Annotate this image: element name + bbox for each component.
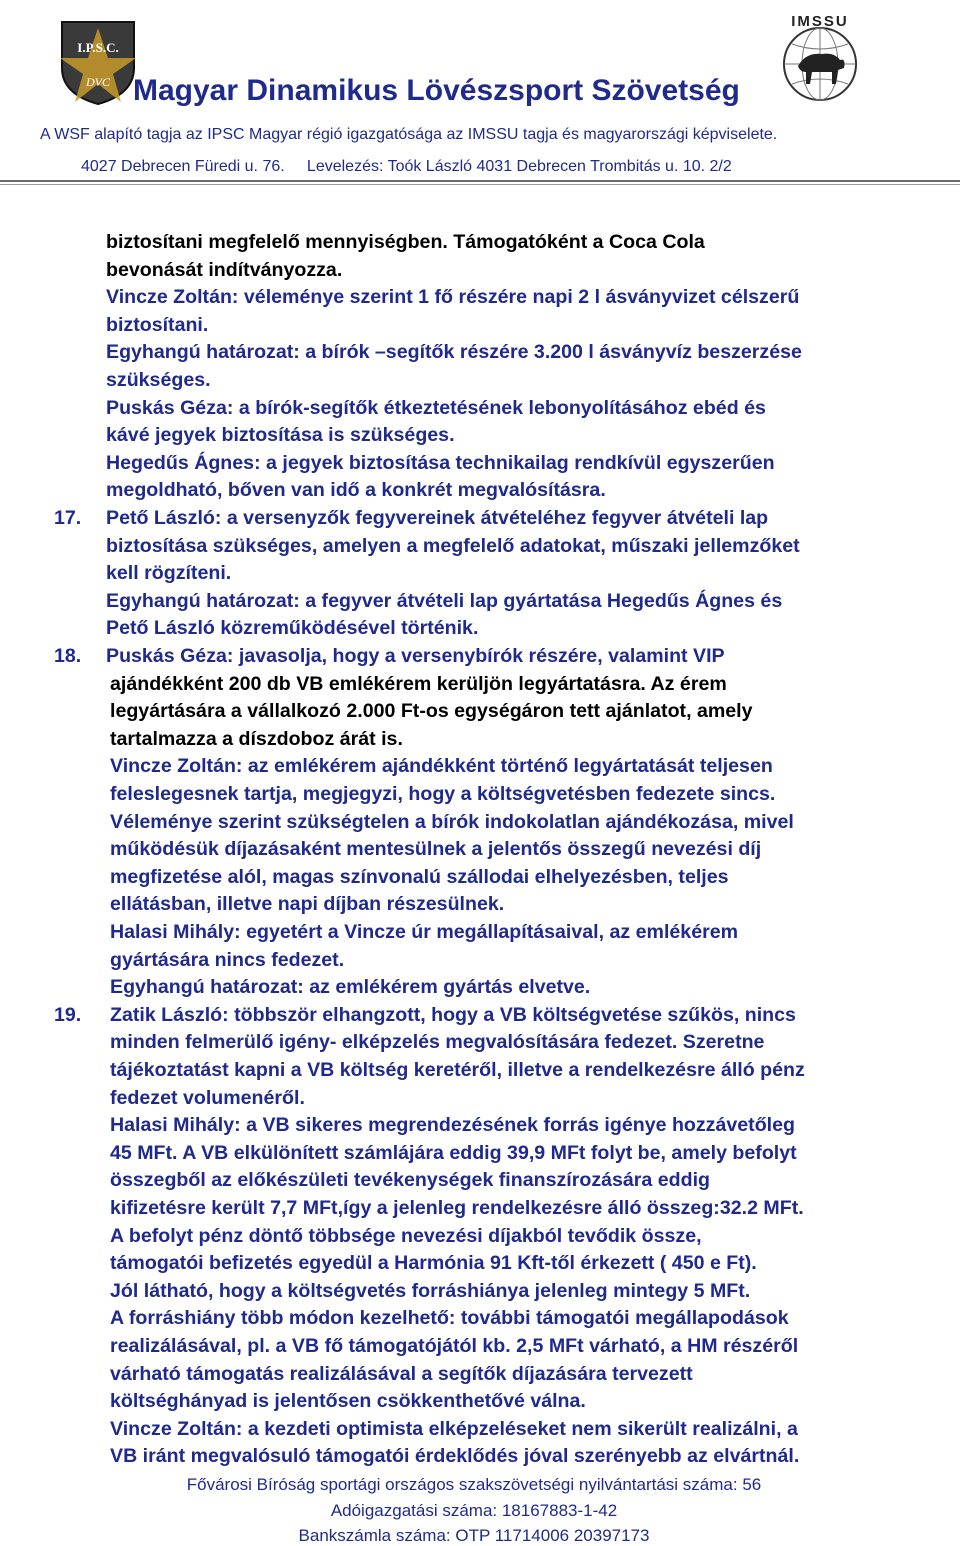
text-line: legyártására a vállalkozó 2.000 Ft-os egységáron tett ajánlatot, amely	[110, 700, 753, 722]
ipsc-logo-sub: DVC	[86, 75, 110, 89]
text-line: Zatik László: többször elhangzott, hogy a VB költségvetése szűkös, nincs	[110, 1004, 796, 1026]
text-line: biztosítani.	[106, 314, 209, 336]
text-line: szükséges.	[106, 369, 211, 391]
item-number: 19.	[54, 1004, 82, 1026]
header-divider-thin	[0, 184, 960, 185]
text-line: minden felmerülő igény- elképzelés megvalósítására fedezet. Szeretne	[110, 1031, 765, 1053]
text-line: Egyhangú határozat: a bírók –segítők részére 3.200 l ásványvíz beszerzése	[106, 341, 802, 363]
text-line: Halasi Mihály: egyetért a Vincze úr megállapításaival, az emlékérem	[110, 921, 739, 943]
text-line: bevonását indítványozza.	[106, 259, 343, 281]
item-number: 17.	[54, 507, 82, 529]
text-line: tartalmazza a díszdoboz árát is.	[110, 728, 403, 750]
imssu-logo	[762, 8, 880, 104]
header-divider	[0, 180, 960, 182]
text-line: VB iránt megvalósuló támogatói érdeklődés jóval szerényebb az elvártnál.	[110, 1445, 800, 1467]
text-line: Vincze Zoltán: véleménye szerint 1 fő részére napi 2 l ásványvizet célszerű	[106, 286, 800, 308]
ipsc-logo-text: I.P.S.C.	[77, 40, 119, 55]
text-line: kifizetésre került 7,7 MFt,így a jelenleg rendelkezésre álló összeg:32.2 MFt.	[110, 1197, 804, 1219]
text-line: 45 MFt. A VB elkülönített számlájára eddig 39,9 MFt folyt be, amely befolyt	[110, 1142, 797, 1164]
text-line: megfizetése alól, magas színvonalú szállodai elhelyezésben, teljes	[110, 866, 729, 888]
text-line: kávé jegyek biztosítása is szükséges.	[106, 424, 455, 446]
organization-name: Magyar Dinamikus Lövészsport Szövetség	[133, 74, 740, 107]
footer-tax-number: Adóigazgatási száma: 18167883-1-42	[330, 1501, 618, 1520]
text-line: Egyhangú határozat: a fegyver átvételi lap gyártatása Hegedűs Ágnes és	[106, 590, 783, 612]
text-line: Pető László közreműködésével történik.	[106, 617, 479, 639]
text-line: Vincze Zoltán: a kezdeti optimista elképzeléseket nem sikerült realizálni, a	[110, 1418, 798, 1440]
text-line: Pető László: a versenyzők fegyvereinek átvételéhez fegyver átvételi lap	[106, 507, 769, 529]
text-line: Puskás Géza: javasolja, hogy a versenybírók részére, valamint VIP	[106, 645, 725, 667]
text-line: A forráshiány több módon kezelhető: további támogatói megállapodások	[110, 1307, 789, 1329]
text-line: ajándékként 200 db VB emlékérem kerüljön legyártatásra. Az érem	[110, 673, 727, 695]
text-line: ellátásban, illetve napi díjban részesülnek.	[110, 893, 505, 915]
text-line: támogatói befizetés egyedül a Harmónia 91 Kft-től érkezett ( 450 e Ft).	[110, 1252, 757, 1274]
text-line: Hegedűs Ágnes: a jegyek biztosítása technikailag rendkívül egyszerűen	[106, 452, 775, 474]
text-line: összegből az előkészületi tevékenységek finanszírozására eddig	[110, 1169, 711, 1191]
footer-bank-account: Bankszámla száma: OTP 11714006 20397173	[298, 1526, 650, 1545]
text-line: Halasi Mihály: a VB sikeres megrendezésének forrás igénye hozzávetőleg	[110, 1114, 795, 1136]
text-line: biztosítása szükséges, amelyen a megfelelő adatokat, műszaki jellemzőket	[106, 535, 800, 557]
text-line: feleslegesnek tartja, megjegyzi, hogy a költségvetésben fedezete sincs.	[110, 783, 776, 805]
text-line: működésük díjazásaként mentesülnek a jelentős összegű nevezési díj	[110, 838, 762, 860]
text-line: megoldható, bőven van idő a konkrét megvalósításra.	[106, 479, 606, 501]
organization-address: 4027 Debrecen Füredi u. 76. Levelezés: Toók László 4031 Debrecen Trombitás u. 10. 2/2	[81, 158, 732, 175]
text-line: fedezet volumenéről.	[110, 1087, 305, 1109]
text-line: A befolyt pénz döntő többsége nevezési díjakból tevődik össze,	[110, 1225, 702, 1247]
text-line: Puskás Géza: a bírók-segítők étkeztetésének lebonyolításához ebéd és	[106, 397, 766, 419]
text-line: Vincze Zoltán: az emlékérem ajándékként történő legyártatását teljesen	[110, 755, 773, 777]
ipsc-logo	[58, 18, 138, 106]
text-line: gyártására nincs fedezet.	[110, 949, 345, 971]
imssu-logo-text: IMSSU	[791, 13, 849, 30]
text-line: költséghányad is jelentősen csökkenthetővé válna.	[110, 1390, 586, 1412]
text-line: realizálásával, pl. a VB fő támogatójától kb. 2,5 MFt várható, a HM részéről	[110, 1335, 799, 1357]
item-number: 18.	[54, 645, 82, 667]
text-line: biztosítani megfelelő mennyiségben. Támogatóként a Coca Cola	[106, 231, 705, 253]
text-line: Egyhangú határozat: az emlékérem gyártás elvetve.	[110, 976, 591, 998]
text-line: várható támogatás realizálásával a segítők díjazására tervezett	[110, 1363, 693, 1385]
text-line: kell rögzíteni.	[106, 562, 232, 584]
organization-subtitle: A WSF alapító tagja az IPSC Magyar régió igazgatósága az IMSSU tagja és magyarországi képviselete.	[40, 126, 778, 143]
text-line: Jól látható, hogy a költségvetés forráshiánya jelenleg mintegy 5 MFt.	[110, 1280, 751, 1302]
text-line: Véleménye szerint szükségtelen a bírók indokolatlan ajándékozása, mivel	[110, 811, 794, 833]
footer-registration: Fővárosi Bíróság sportági országos szakszövetségi nyilvántartási száma: 56	[186, 1475, 762, 1494]
text-line: tájékoztatást kapni a VB költség keretéről, illetve a rendelkezésre álló pénz	[110, 1059, 805, 1081]
